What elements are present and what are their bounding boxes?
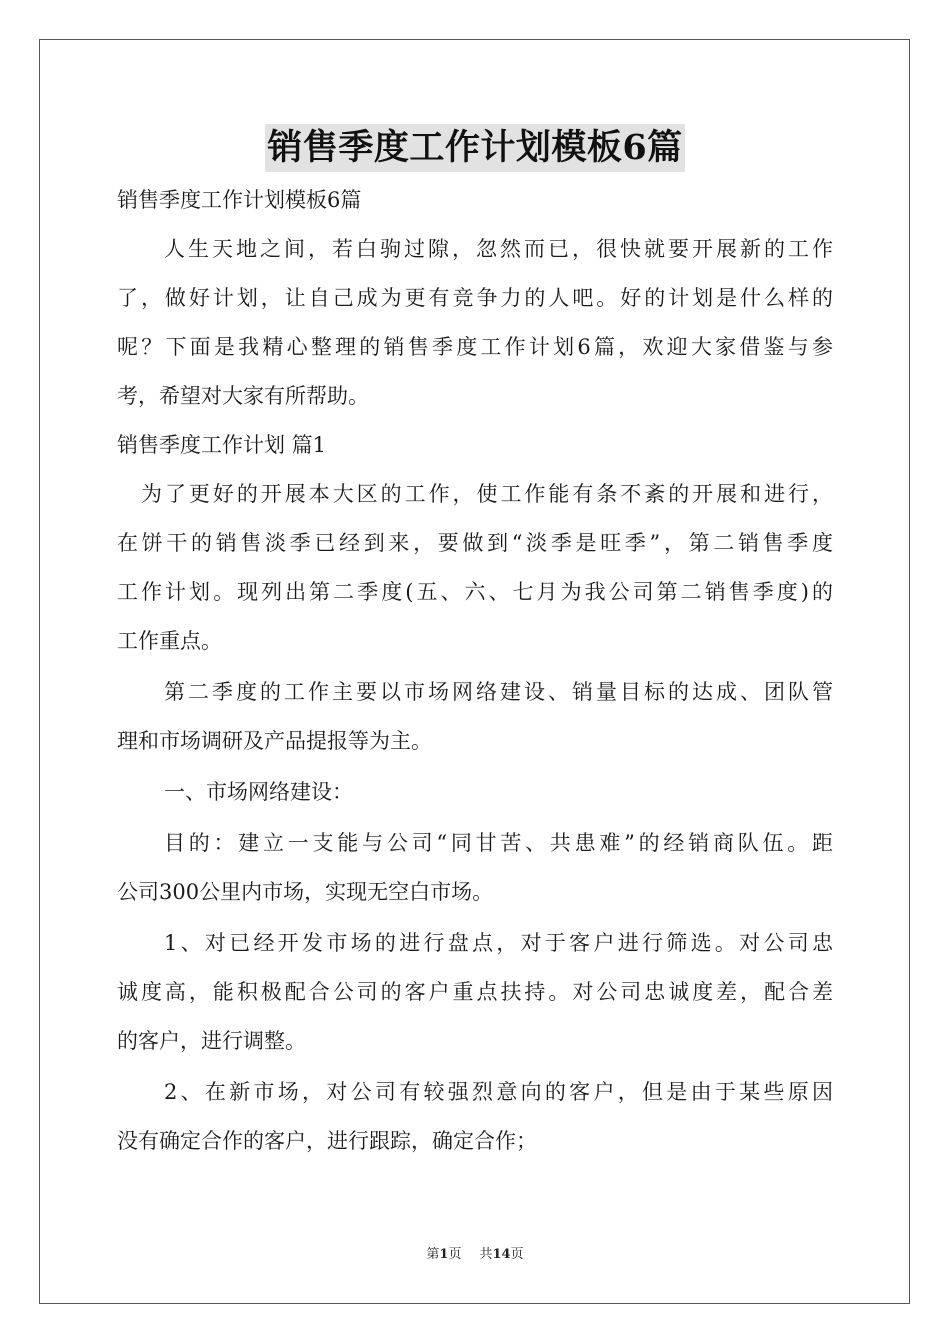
paragraph-line: 目的：建立一支能与公司“同甘苦、共患难”的经销商队伍。距	[164, 831, 833, 855]
paragraph-line: 的客户，进行调整。	[117, 1029, 306, 1053]
paragraph-line: 公司300公里内市场，实现无空白市场。	[117, 880, 494, 904]
document-body	[117, 176, 833, 1166]
title-wrap	[0, 124, 950, 172]
paragraph-line: 在饼干的销售淡季已经到来，要做到“淡季是旺季”，第二销售季度	[117, 531, 833, 555]
paragraph-line: 1、对已经开发市场的进行盘点，对于客户进行筛选。对公司忠	[164, 931, 833, 955]
footer-total-suffix: 页	[510, 1247, 524, 1262]
section-heading: 销售季度工作计划 篇1	[117, 433, 327, 457]
footer-total-pages: 14	[492, 1247, 511, 1262]
paragraph-line: 2、在新市场，对公司有较强烈意向的客户，但是由于某些原因	[164, 1080, 833, 1104]
footer-page-prefix: 第	[426, 1247, 440, 1262]
document-title: 销售季度工作计划模板6篇	[265, 124, 684, 172]
subsection-heading: 一、市场网络建设：	[164, 780, 353, 804]
paragraph-line: 考，希望对大家有所帮助。	[117, 384, 369, 408]
paragraph-line: 理和市场调研及产品提报等为主。	[117, 729, 432, 753]
paragraph-line: 了，做好计划，让自己成为更有竞争力的人吧。好的计划是什么样的	[117, 286, 833, 310]
page-footer	[0, 1245, 950, 1265]
paragraph-line: 呢？下面是我精心整理的销售季度工作计划6篇，欢迎大家借鉴与参	[117, 335, 833, 359]
paragraph-line: 工作计划。现列出第二季度(五、六、七月为我公司第二销售季度)的	[117, 580, 833, 604]
footer-total-prefix: 共	[479, 1247, 493, 1262]
paragraph-line: 为了更好的开展本大区的工作，使工作能有条不紊的开展和进行，	[141, 482, 833, 506]
paragraph-line: 没有确定合作的客户，进行跟踪，确定合作；	[117, 1129, 537, 1153]
paragraph-line: 工作重点。	[117, 629, 222, 653]
subtitle-line: 销售季度工作计划模板6篇	[117, 188, 362, 212]
paragraph-line: 人生天地之间，若白驹过隙，忽然而已，很快就要开展新的工作	[164, 237, 833, 261]
footer-page-suffix: 页	[448, 1247, 462, 1262]
paragraph-line: 诚度高，能积极配合公司的客户重点扶持。对公司忠诚度差，配合差	[117, 980, 833, 1004]
paragraph-line: 第二季度的工作主要以市场网络建设、销量目标的达成、团队管	[164, 680, 833, 704]
footer-page-number: 1	[439, 1247, 449, 1262]
